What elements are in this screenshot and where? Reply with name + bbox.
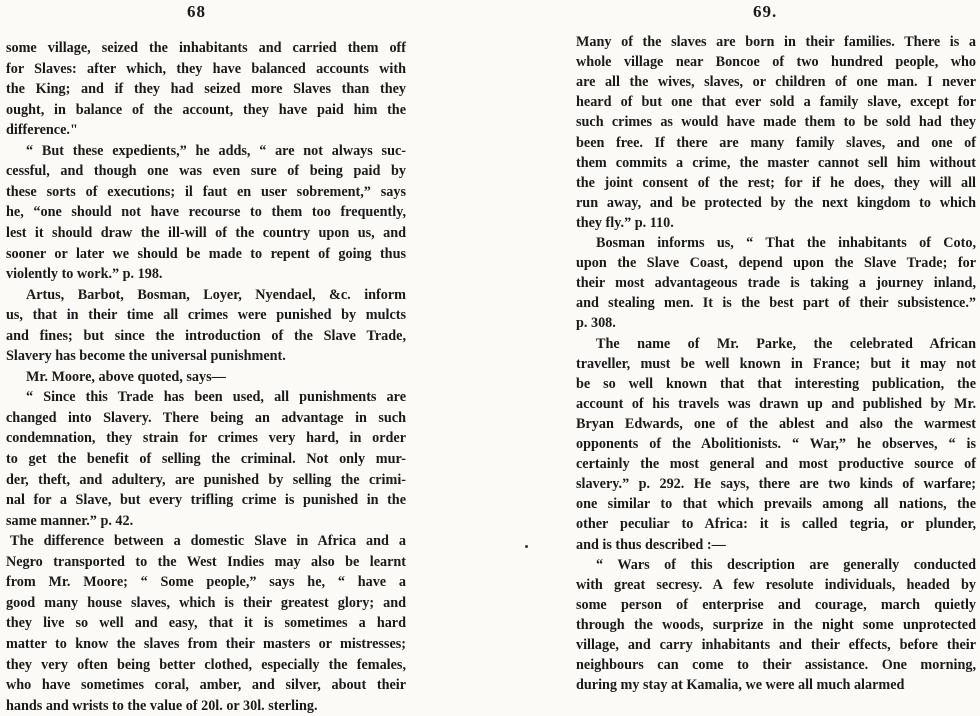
text-line: the King; and if they had seized more Slaves than they — [6, 81, 406, 98]
text-line: certainly the most general and most productive source of — [576, 456, 976, 473]
text-line: Artus, Barbot, Bosman, Loyer, Nyendael, &c. inform — [26, 286, 406, 303]
left-page — [0, 0, 420, 714]
text-line: neighbours can come to their assistance. One morning, — [576, 657, 976, 674]
text-line: through the woods, surprize in the night some unprotected — [576, 616, 976, 633]
text-line: ought, in balance of the account, they have paid him the — [6, 101, 406, 118]
text-line: them commits a crime, the master cannot sell him without — [576, 154, 976, 171]
text-line: Bryan Edwards, one of the ablest and also the warmest — [576, 415, 976, 432]
text-line: p. 308. — [576, 315, 616, 332]
text-line: condemnation, they strain for crimes very hard, in order — [6, 430, 406, 447]
text-line: for Slaves: after which, they have balanced accounts with — [6, 60, 406, 77]
text-line: heard of but one that ever sold a family slave, except for — [576, 94, 976, 111]
text-line: The difference between a domestic Slave in Africa and a — [10, 533, 406, 550]
text-line: some village, seized the inhabitants and carried them off — [6, 40, 406, 56]
text-line: same manner.” p. 42. — [6, 512, 134, 529]
text-line: sooner or later we should be made to repent of going thus — [6, 245, 406, 262]
text-line: Mr. Moore, above quoted, says— — [26, 368, 226, 385]
text-line: some person of enterprise and courage, march quietly — [576, 596, 976, 613]
text-line: Many of the slaves are born in their families. There is a — [576, 34, 976, 50]
right-page — [570, 0, 980, 708]
text-line: are all the wives, slaves, or children of one man. I never — [576, 74, 976, 91]
text-line: cessful, and though one was even sure of being paid by — [6, 163, 406, 180]
text-line: Bosman informs us, “ That the inhabitants of Coto, — [596, 235, 976, 251]
text-line: run away, and be protected by the next kingdom to which — [576, 194, 976, 211]
text-line: nal for a Slave, but every trifling crime is punished in the — [6, 492, 406, 509]
text-line: and is thus described :— — [576, 536, 726, 553]
text-line: their most advantageous trade is taking a journey inland, — [576, 275, 976, 292]
text-line: during my stay at Kamalia, we were all much alarmed — [576, 677, 905, 694]
text-line: these sorts of executions; il faut en user sobrement,” says — [6, 183, 406, 200]
text-line: changed into Slavery. There being an advantage in such — [6, 409, 406, 426]
text-line: they fly.” p. 110. — [576, 214, 674, 231]
text-line: they very often being better clothed, especially the females, — [6, 656, 406, 673]
text-line: Negro transported to the West Indies may also be learnt — [6, 553, 406, 570]
text-line: matter to know the slaves from their masters or mistresses; — [6, 635, 406, 652]
text-line: “ Since this Trade has been used, all punishments are — [26, 389, 406, 406]
text-line: and fines; but since the introduction of the Slave Trade, — [6, 327, 406, 344]
text-line: traveller, must be well known in France; but it may not — [576, 355, 976, 372]
text-line: Slavery has become the universal punishment. — [6, 348, 286, 365]
text-line: village, and carry inhabitants and their effects, before their — [576, 637, 976, 653]
gutter-mark — [525, 545, 528, 548]
text-line: with great secresy. A few resolute individuals, headed by — [576, 576, 976, 593]
text-line: slavery.” p. 292. He says, there are two kinds of warfare; — [576, 476, 976, 493]
text-line: violently to work.” p. 198. — [6, 266, 163, 283]
text-line: The name of Mr. Parke, the celebrated African — [596, 335, 976, 352]
text-line: upon the Slave Coast, depend upon the Slave Trade; for — [576, 255, 976, 272]
text-line: “ Wars of this description are generally conducted — [596, 556, 976, 573]
text-line: to get the benefit of selling the criminal. Not only mur- — [6, 451, 406, 467]
text-line: us, that in their time all crimes were punished by mulcts — [6, 307, 406, 324]
text-line: whole village near Boncoe of two hundred people, who — [576, 54, 976, 71]
text-line: been free. If there are many family slaves, and one of — [576, 134, 976, 151]
text-line: one similar to that which prevails among all nations, the — [576, 496, 976, 513]
text-line: der, theft, and adultery, are punished by selling the crimi- — [6, 471, 406, 488]
text-line: hands and wrists to the value of 20l. or 30l. sterling. — [6, 697, 318, 714]
text-line: such crimes as would have made them to be sold had they — [576, 114, 976, 131]
text-line: lest it should draw the ill-will of the country upon us, and — [6, 224, 406, 241]
text-line: from Mr. Moore; “ Some people,” says he, “ have a — [6, 574, 406, 591]
page-number-left: 68 — [187, 2, 206, 21]
text-line: be so well known that that interesting publication, the — [576, 375, 976, 392]
text-line: they live so well and easy, that it is sometimes a hard — [6, 615, 406, 632]
text-line: opponents of the Abolitionists. “ War,” he observes, “ is — [576, 436, 976, 452]
text-line: good many house slaves, which is their greatest glory; and — [6, 594, 406, 611]
page-number-right: 69. — [753, 2, 778, 21]
text-line: and stealing men. It is the best part of their subsistence.” — [576, 295, 976, 312]
text-line: “ But these expedients,” he adds, “ are not always suc- — [26, 142, 406, 159]
text-line: difference." — [6, 122, 78, 139]
text-line: who have sometimes coral, amber, and silver, about their — [6, 677, 406, 694]
text-line: account of his travels was drawn up and published by Mr. — [576, 395, 976, 412]
text-line: he, “one should not have recourse to them too frequently, — [6, 204, 406, 221]
text-line: other peculiar to Africa: it is called tegria, or plunder, — [576, 516, 976, 533]
text-line: the joint consent of the rest; for if he does, they will all — [576, 174, 976, 191]
